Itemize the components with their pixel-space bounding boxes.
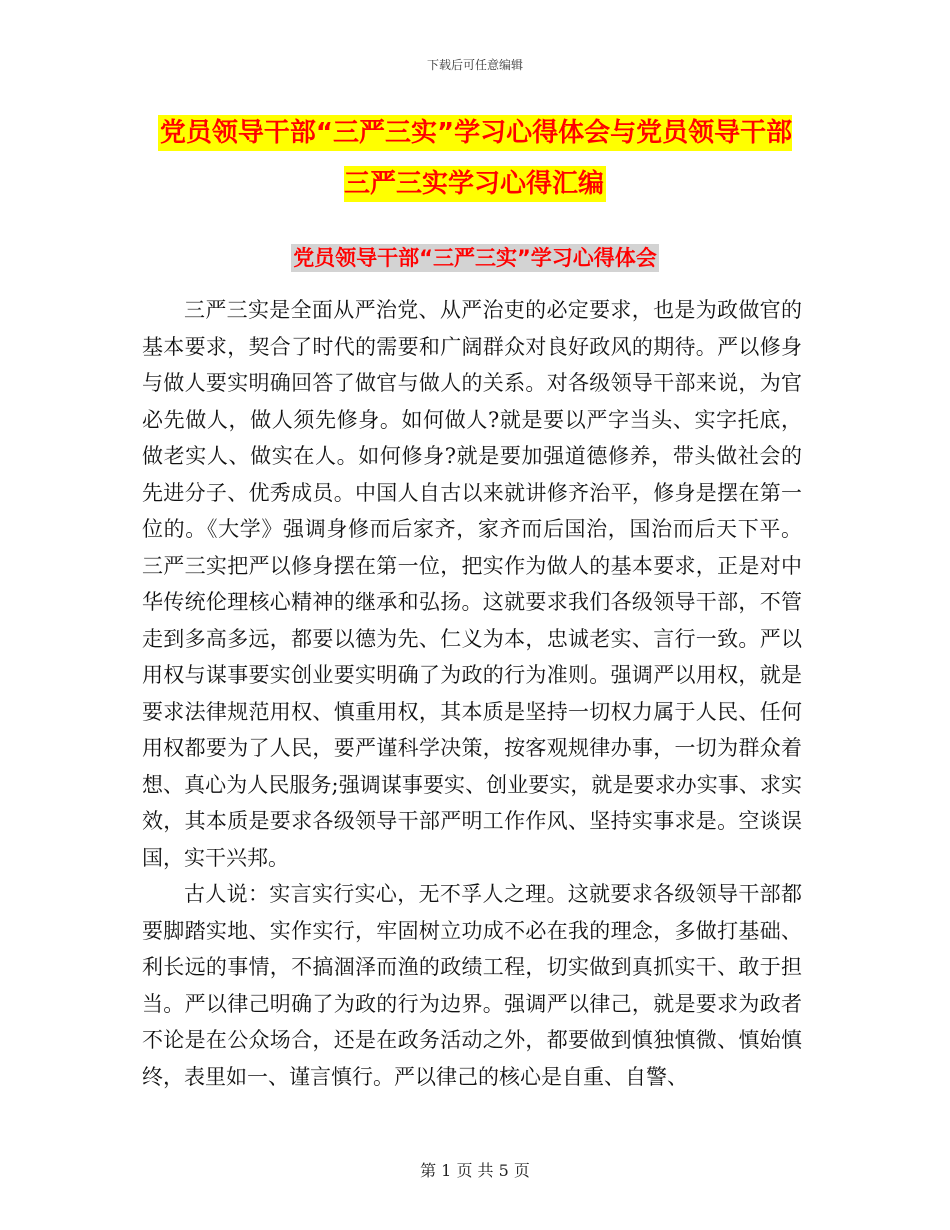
document-title-text: 党员领导干部“三严三实”学习心得体会与党员领导干部三严三实学习心得汇编 (158, 115, 792, 202)
page-footer: 第 1 页 共 5 页 (420, 1161, 530, 1180)
paragraph: 古人说：实言实行实心，无不孚人之理。这就要求各级领导干部都要脚踏实地、实作实行，牢固树立功成不必在我的理念，多做打基础、利长远的事情，不搞涸泽而渔的政绩工程，切实做到真抓实干、敢于担当。严以律己明确了为政的行为边界。强调严以律己，就是要求为政者不论是在公众场合，还是在政务活动之外，都要做到慎独慎微、慎始慎终，表里如一、谨言慎行。严以律己的核心是自重、自警、 (142, 882, 802, 1089)
paragraph: 三严三实是全面从严治党、从严治吏的必定要求，也是为政做官的基本要求，契合了时代的需要和广阔群众对良好政风的期待。严以修身与做人要实明确回答了做官与做人的关系。对各级领导干部来说，为官必先做人，做人须先修身。如何做人?就是要以严字当头、实字托底，做老实人、做实在人。如何修身?就是要加强道德修养，带头做社会的先进分子、优秀成员。中国人自古以来就讲修齐治平，修身是摆在第一位的。《大学》强调身修而后家齐，家齐而后国治，国治而后天下平。三严三实把严以修身摆在第一位，把实作为做人的基本要求，正是对中华传统伦理核心精神的继承和弘扬。这就要求我们各级领导干部，不管走到多高多远，都要以德为先、仁义为本，忠诚老实、言行一致。严以用权与谋事要实创业要实明确了为政的行为准则。强调严以用权，就是要求法律规范用权、慎重用权，其本质是坚持一切权力属于人民、任何用权都要为了人民，要严谨科学决策，按客观规律办事，一切为群众着想、真心为人民服务;强调谋事要实、创业要实，就是要求办实事、求实效，其本质是要求各级领导干部严明工作作风、坚持实事求是。空谈误国，实干兴邦。 (142, 298, 802, 870)
document-title (150, 108, 800, 210)
section-title (0, 242, 950, 274)
section-title-text: 党员领导干部“三严三实”学习心得体会 (293, 246, 657, 270)
header-note: 下载后可任意编辑 (426, 58, 523, 72)
body-text (142, 292, 802, 1095)
